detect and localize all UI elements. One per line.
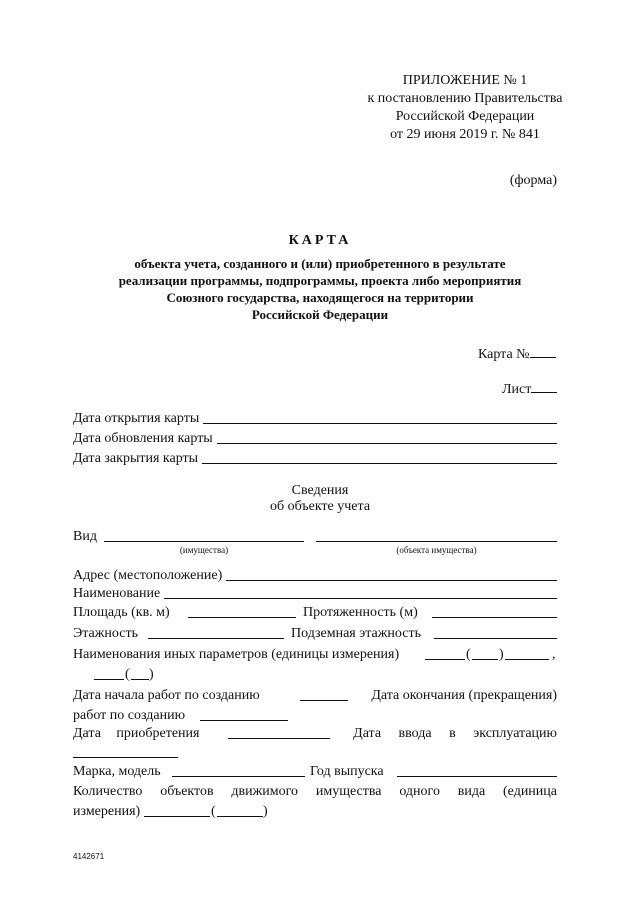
param2-close-paren: ) [149,667,154,682]
card-number-field[interactable] [478,345,556,363]
update-date-row[interactable] [73,430,557,447]
form-label: (форма) [509,173,557,188]
object-type-blank[interactable] [316,541,557,542]
quantity-unit-blank[interactable] [217,816,263,817]
object-caption: (объекта имущества) [396,545,477,555]
underground-blank[interactable] [434,638,557,639]
acquisition-blank[interactable] [228,738,330,739]
param-unit-blank[interactable] [472,659,498,660]
property-type-blank[interactable] [104,541,304,542]
section-title-2: об объекте учета [269,499,371,514]
decree-date: от 29 июня 2019 г. № 841 [390,127,540,142]
open-date-row[interactable] [73,410,557,427]
name-label: Наименование [73,586,161,601]
sheet-label: Лист [502,382,532,397]
param-comma: , [552,647,556,662]
document-code: 4142671 [73,852,105,861]
quantity-open-paren: ( [211,804,216,819]
title-line-2: реализации программы, подпрограммы, проекта либо мероприятия [118,273,522,288]
param2-unit-blank[interactable] [131,679,149,680]
address-blank[interactable] [226,568,557,581]
address-label: Адрес (местоположение) [73,568,223,583]
param-value-blank[interactable] [505,659,549,660]
card-number-blank[interactable] [530,345,556,358]
floors-blank[interactable] [148,638,284,639]
year-blank[interactable] [397,776,557,777]
name-blank[interactable] [164,586,557,599]
close-date-row[interactable] [73,450,557,467]
close-date-label: Дата закрытия карты [73,451,199,466]
name-row[interactable] [73,585,557,602]
close-date-blank[interactable] [202,451,557,464]
start-works-blank[interactable] [300,700,348,701]
area-label: Площадь (кв. м) [73,605,170,620]
quantity-label-2: измерения) [73,804,141,819]
address-row[interactable] [73,567,557,584]
quantity-label: Количество объектов движимого имущества одного вида (единица [73,784,557,799]
params-label: Наименования иных параметров (единицы измерения) [73,647,400,662]
quantity-close-paren: ) [263,804,268,819]
decree-line: к постановлению Правительства [367,91,563,106]
sheet-field[interactable] [502,380,557,398]
open-date-label: Дата открытия карты [73,411,200,426]
update-date-label: Дата обновления карты [73,431,213,446]
end-works-blank[interactable] [200,720,288,721]
underground-label: Подземная этажность [291,626,421,641]
length-label: Протяженность (м) [303,605,418,620]
title-line-3: Союзного государства, находящегося на территории [166,290,474,305]
quantity-value-blank[interactable] [144,816,210,817]
federation-line: Российской Федерации [395,109,535,124]
param-open-paren: ( [466,647,471,662]
year-label: Год выпуска [310,764,384,779]
param2-name-blank[interactable] [94,679,124,680]
sheet-blank[interactable] [531,380,557,393]
section-title-1: Сведения [291,483,349,498]
title-line-1: объекта учета, созданного и (или) приобретенного в результате [134,256,506,271]
start-works-label: Дата начала работ по созданию [73,688,260,703]
param2-open-paren: ( [125,667,130,682]
model-blank[interactable] [172,776,305,777]
works-creation-label: работ по созданию [73,708,186,723]
area-blank[interactable] [188,617,296,618]
commissioning-label: Дата ввода в эксплуатацию [353,726,557,741]
title-line-4: Российской Федерации [251,307,389,322]
appendix-title: ПРИЛОЖЕНИЕ № 1 [402,73,528,88]
card-title: КАРТА [288,233,352,248]
update-date-blank[interactable] [217,431,557,444]
floors-label: Этажность [73,626,138,641]
open-date-blank[interactable] [203,411,557,424]
commissioning-blank[interactable] [73,757,178,758]
model-label: Марка, модель [73,764,161,779]
property-caption: (имущества) [179,545,229,555]
length-blank[interactable] [432,617,557,618]
param-name-blank[interactable] [425,659,465,660]
card-number-label: Карта № [478,347,530,362]
type-label: Вид [73,529,97,544]
param-close-paren: ) [499,647,504,662]
acquisition-label: Дата приобретения [73,726,200,741]
end-works-label: Дата окончания (прекращения) [371,688,557,703]
